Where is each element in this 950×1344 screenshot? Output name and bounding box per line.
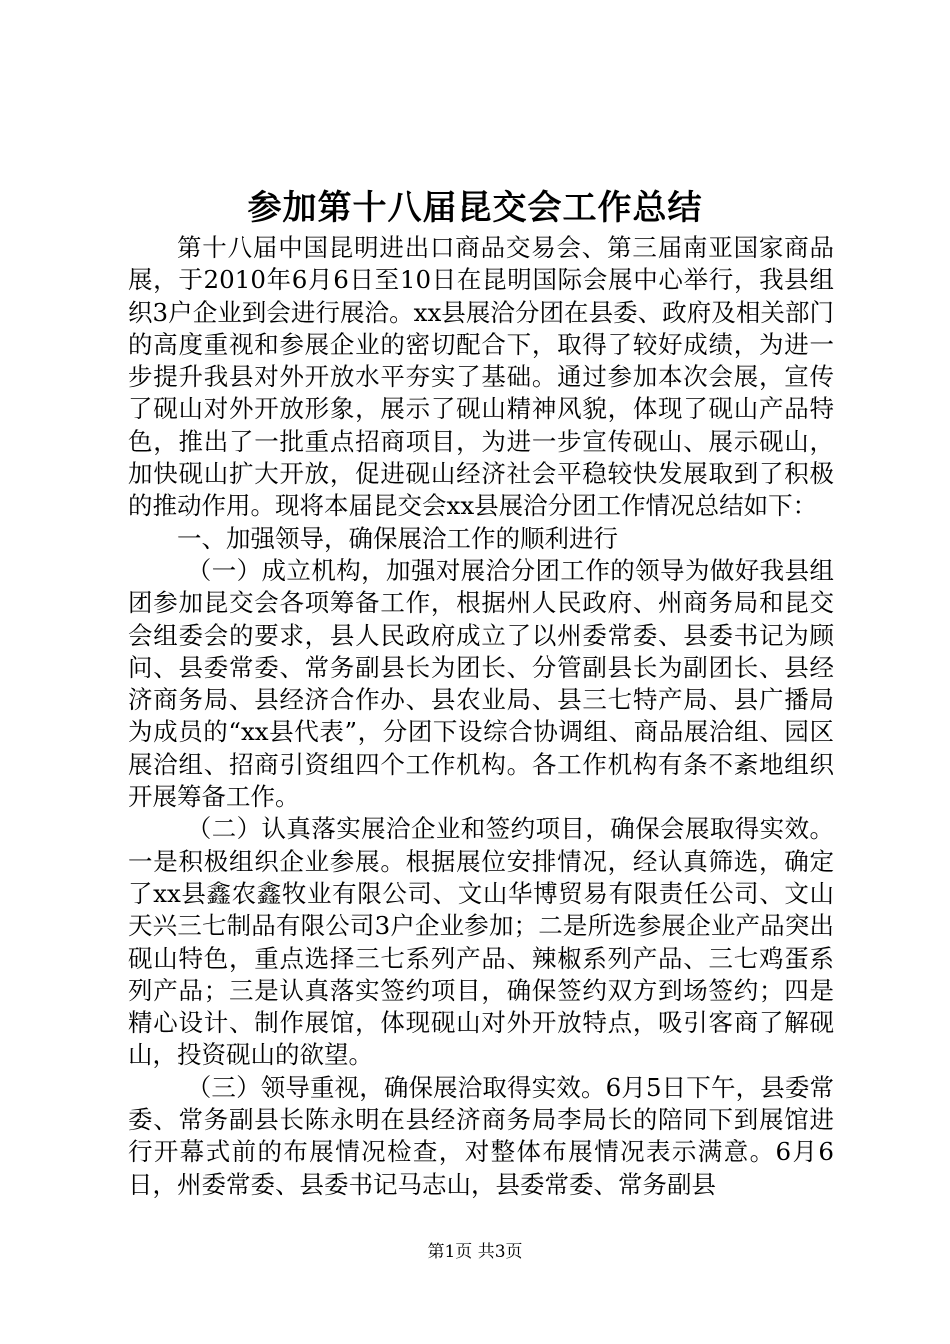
paragraph-item-3: （三）领导重视，确保展洽取得实效。6月5日下午，县委常委、常务副县长陈永明在县经济商务局李局长的陪同下到展馆进行开幕式前的布展情况检查，对整体布展情况表示满意。6月6日，州委常委、县委书记马志山，县委常委、常务副县 bbox=[128, 1072, 834, 1199]
paragraph-intro: 第十八届中国昆明进出口商品交易会、第三届南亚国家商品展，于2010年6月6日至10日在昆明国际会展中心举行，我县组织3户企业到会进行展洽。xx县展洽分团在县委、政府及相关部门的高度重视和参展企业的密切配合下，取得了较好成绩，为进一步提升我县对外开放水平夯实了基础。通过参加本次会展，宣传了砚山对外开放形象，展示了砚山精神风貌，体现了砚山产品特色，推出了一批重点招商项目，为进一步宣传砚山、展示砚山，加快砚山扩大开放，促进砚山经济社会平稳较快发展取到了积极的推动作用。现将本届昆交会xx县展洽分团工作情况总结如下： bbox=[128, 233, 834, 521]
document-body bbox=[128, 232, 834, 1201]
paragraph-item-1: （一）成立机构，加强对展洽分团工作的领导为做好我县组团参加昆交会各项筹备工作，根据州人民政府、州商务局和昆交会组委会的要求，县人民政府成立了以州委常委、县委书记为顾问、县委常委、常务副县长为团长、分管副县长为副团长、县经济商务局、县经济合作办、县农业局、县三七特产局、县广播局为成员的“xx县代表”，分团下设综合协调组、商品展洽组、园区展洽组、招商引资组四个工作机构。各工作机构有条不紊地组织开展筹备工作。 bbox=[128, 555, 834, 812]
section-heading-1: 一、加强领导，确保展洽工作的顺利进行 bbox=[177, 523, 618, 553]
document-title: 参加第十八届昆交会工作总结 bbox=[247, 188, 703, 228]
paragraph-item-2: （二）认真落实展洽企业和签约项目，确保会展取得实效。一是积极组织企业参展。根据展位安排情况，经认真筛选，确定了xx县鑫农鑫牧业有限公司、文山华博贸易有限责任公司、文山天兴三七制品有限公司3户企业参加；二是所选参展企业产品突出砚山特色，重点选择三七系列产品、辣椒系列产品、三七鸡蛋系列产品；三是认真落实签约项目，确保签约双方到场签约；四是精心设计、制作展馆，体现砚山对外开放特点，吸引客商了解砚山，投资砚山的欲望。 bbox=[128, 814, 834, 1070]
page-number-footer: 第1页 共3页 bbox=[427, 1242, 523, 1262]
